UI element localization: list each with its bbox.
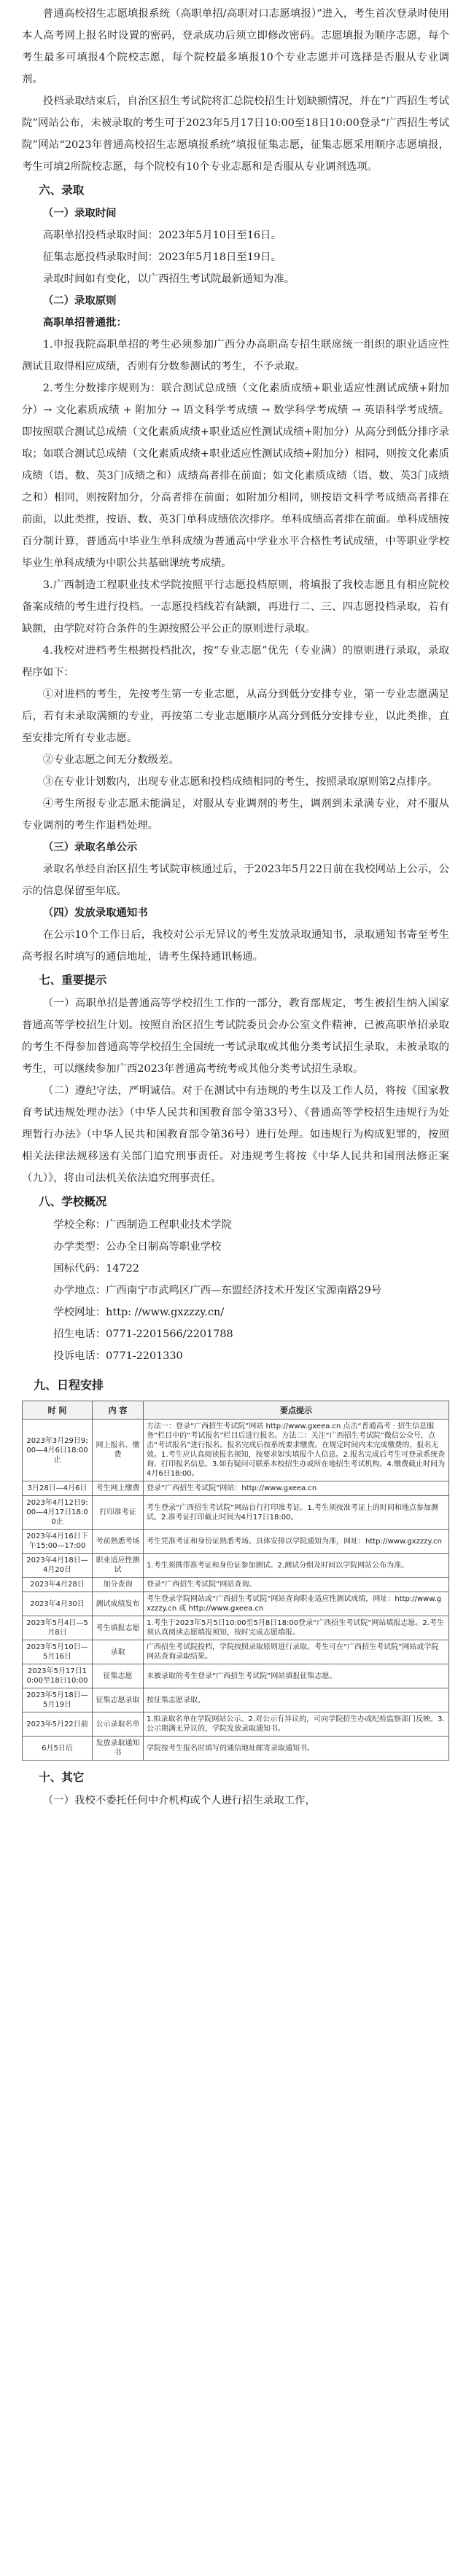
time-cell: 2023年5月4日—5月8日 xyxy=(23,1616,93,1640)
table-row xyxy=(23,1640,449,1664)
paragraph: （一）我校不委托任何中介机构或个人进行招生录取工作， xyxy=(42,1795,316,1806)
paragraph: 普通高校招生志愿填报系统（高职单招/高职对口志愿填报）”进入，考生首次登录时使用本人高考网上报名时设置的密码，登录成功后须立即修改密码。志愿填报为顺序志愿，每个考生最多可填报4个院校志愿，每个院校最多填报10个专业志愿并可选择是否服从专业调剂。 xyxy=(22,8,449,85)
paragraph: ④考生所报专业志愿未能满足，对服从专业调剂的考生，调剂到未录满专业，对不服从专业调剂的考生作退档处理。 xyxy=(22,798,449,831)
content-cell: 考生填报志愿 xyxy=(93,1616,144,1640)
note-cell: 考生登录“广西招生考试院”网站自行打印准考证。1.考生须按准考证上的时间和地点参加测试。2.准考证打印截止时间为4月17日18:00。 xyxy=(144,1496,449,1530)
content-cell: 网上报名、缴费 xyxy=(93,1420,144,1481)
other-section xyxy=(22,1765,449,1812)
table-row xyxy=(23,1712,449,1737)
school-info-line: 学校全称：广西制造工程职业技术学院 xyxy=(53,1219,232,1231)
content-cell: 加分查询 xyxy=(93,1578,144,1592)
content-cell: 测试成绩发布 xyxy=(93,1592,144,1616)
table-row xyxy=(23,1664,449,1688)
paragraph: 4.我校对进档考生根据投档批次，按“专业志愿”优先（专业满）的原则进行录取，录取程序如下： xyxy=(22,645,449,678)
admission-section xyxy=(22,178,449,968)
paragraph: 录取时间如有变化，以广西招生考试院最新通知为准。 xyxy=(42,273,295,285)
note-cell: 登录“广西招生考试院”网站查询。 xyxy=(144,1578,449,1592)
section-heading: 七、重要提示 xyxy=(39,974,107,987)
content-cell: 征集志愿录取 xyxy=(93,1688,144,1712)
time-cell: 2023年5月10日—5月16日 xyxy=(23,1640,93,1664)
time-cell: 2023年4月18日—4月20日 xyxy=(23,1554,93,1578)
school-info-line: 办学地点：广西南宁市武鸣区广西—东盟经济技术开发区宝源南路29号 xyxy=(53,1285,382,1296)
note-cell: 按征集志愿录取。 xyxy=(144,1688,449,1712)
note-cell: 登录“广西招生考试院”网站：http://www.gxeea.cn xyxy=(144,1481,449,1496)
note-cell: 未被录取的考生登录“广西招生考试院”网站填报征集志愿。 xyxy=(144,1664,449,1688)
content-cell: 考生网上缴费 xyxy=(93,1481,144,1496)
content-cell: 打印准考证 xyxy=(93,1496,144,1530)
paragraph: （二）遵纪守法，严明诚信。对于在测试中有违规的考生以及工作人员，将按《国家教育考试违规处理办法》（中华人民共和国教育部令第33号）、《普通高等学校招生违规行为处理暂行办法》（中华人民共和国教育部令第36号）进行处理。如违规行为构成犯罪的，按照相关法律法规移送有关部门追究刑事责任。对违规考生将按《中华人民共和国刑法修正案（九）》，将由司法机关依法追究刑事责任。 xyxy=(22,1085,449,1184)
note-cell: 考生登录学院网站或“广西招生考试院”网站查询职业适应性测试成绩，网址：http://www.gxzzzy.cn 或 http://www.gxeea.cn xyxy=(144,1592,449,1616)
school-info-line: 办学类型：公办全日制高等职业学校 xyxy=(53,1241,222,1253)
school-info-line: 国标代码：14722 xyxy=(53,1263,139,1275)
time-cell: 2023年4月16日下午15:00—17:00 xyxy=(23,1530,93,1554)
time-cell: 3月28日—4月6日 xyxy=(23,1481,93,1496)
paragraph: 高职单招投档录取时间：2023年5月10日至16日。 xyxy=(42,230,281,241)
time-cell: 2023年3月29日9:00—4月6日18:00止 xyxy=(23,1420,93,1481)
time-cell: 2023年4月30日 xyxy=(23,1592,93,1616)
table-row xyxy=(23,1530,449,1554)
note-cell: 广西招生考试院投档，学院按照录取原则进行录取。考生可在“广西招生考试院”网站或学院网站查询录取结果。 xyxy=(144,1640,449,1664)
paragraph: ①对进档的考生，先按考生第一专业志愿，从高分到低分安排专业，第一专业志愿满足后，若有未录取满额的专业，再按第二专业志愿顺序从高分到低分安排专业，以此类推，直至安排完所有专业志愿。 xyxy=(22,689,449,744)
intro-section xyxy=(22,3,449,178)
table-row xyxy=(23,1496,449,1530)
paragraph: 1.申报我院高职单招的考生必须参加广西分办高职高专招生联席统一组织的职业适应性测试且取得相应成绩，否则有分数参测试的考生，不予录取。 xyxy=(22,339,449,372)
important-notes-section xyxy=(22,968,449,1189)
paragraph: ②专业志愿之间无分数级差。 xyxy=(42,754,179,766)
column-header: 要点提示 xyxy=(144,1401,449,1420)
time-cell: 2023年5月22日前 xyxy=(23,1712,93,1737)
table-row xyxy=(23,1481,449,1496)
note-cell: 1.考生于2023年5月5日10:00至5月8日18:00登录“广西招生考试院”网站填报志愿。2.考生须认真阅读志愿填报须知，按时完成志愿填报。 xyxy=(144,1616,449,1640)
table-row xyxy=(23,1616,449,1640)
table-row xyxy=(23,1688,449,1712)
subheading: （一）录取时间 xyxy=(42,207,117,219)
table-row xyxy=(23,1592,449,1616)
paragraph: 投档录取结束后，自治区招生考试院将汇总院校招生计划缺额情况，并在“广西招生考试院”网站公布，未被录取的考生可于2023年5月17日10:00至18日10:00登录“广西招生考试院”网站“2023年普通高校招生志愿填报系统”填报征集志愿，征集志愿采用顺序志愿填报，考生可填2所院校志愿，每个院校有10个专业志愿和是否服从专业调剂选项。 xyxy=(22,95,449,173)
note-cell: 1.考生须携带准考证和身份证参加测试。2.测试分组及时间以学院网站公布为准。 xyxy=(144,1554,449,1578)
time-cell: 2023年5月18日—5月19日 xyxy=(23,1688,93,1712)
section-heading: 八、学校概况 xyxy=(39,1195,107,1208)
subheading: （二）录取原则 xyxy=(42,294,117,307)
time-cell: 2023年5月17日10:00至18日10:00 xyxy=(23,1664,93,1688)
column-header: 时 间 xyxy=(23,1401,93,1420)
table-header-row xyxy=(23,1401,449,1420)
table-row xyxy=(23,1737,449,1761)
time-cell: 2023年4月12日9:00—4月17日18:00止 xyxy=(23,1496,93,1530)
content-cell: 职业适应性测试 xyxy=(93,1554,144,1578)
column-header: 内 容 xyxy=(93,1401,144,1420)
paragraph: 3.广西制造工程职业技术学院按照平行志愿投档原则，将填报了我校志愿且有相应院校备案成绩的考生进行投档。一志愿投档线若有缺额，再进行二、三、四志愿投档录取，若有缺额，由学院对符合条件的生源按照公平公正的原则进行录取。 xyxy=(22,579,449,635)
time-cell: 2023年4月28日 xyxy=(23,1578,93,1592)
table-row xyxy=(23,1578,449,1592)
paragraph: ③在专业计划数内，出现专业志愿和投档成绩相同的考生，按照录取原则第2点排序。 xyxy=(42,776,438,788)
time-cell: 6月5日后 xyxy=(23,1737,93,1761)
table-row xyxy=(23,1554,449,1578)
school-website-line: 学校网址：http: //www.gxzzzy.cn/ xyxy=(53,1307,225,1318)
paragraph: 录取名单经自治区招生考试院审核通过后，于2023年5月22日前在我校网站上公示，公示的信息保留至年底。 xyxy=(22,864,449,897)
schedule-table xyxy=(22,1401,449,1761)
note-cell: 1.拟录取名单在学院网站公示。2.对公示有异议的，可向学院招生办或纪检监察部门反映。3.公示期满无异议的，学院发放录取通知书。 xyxy=(144,1712,449,1737)
section-heading: 十、其它 xyxy=(39,1771,85,1784)
section-heading: 六、录取 xyxy=(39,184,85,197)
table-row xyxy=(23,1420,449,1481)
paragraph: 征集志愿投档录取时间：2023年5月18日至19日。 xyxy=(42,251,281,263)
school-overview-section xyxy=(22,1189,449,1367)
section-heading: 九、日程安排 xyxy=(34,1378,104,1392)
note-cell: 考生凭准考证和身份证熟悉考场。具体安排以学院通知为准，网址：http://www.gxzzzy.cn xyxy=(144,1530,449,1554)
schedule-section xyxy=(22,1374,449,1761)
paragraph: 在公示10个工作日后，我校对公示无异议的考生发放录取通知书，录取通知书寄至考生高考报名时填写的通信地址，请考生保持通讯畅通。 xyxy=(22,929,449,963)
paragraph: （一）高职单招是普通高等学校招生工作的一部分，教育部规定，考生被招生纳入国家普通高等学校招生计划。按照自治区招生考试院委员会办公室文件精神，已被高职单招录取的考生不得参加普通高等学校招生全国统一考试录取或其他分类考试招生录取，未被录取的考生，可以继续参加广西2023年普通高考统考或其他分类考试招生录取。 xyxy=(22,998,449,1075)
note-cell: 学院按考生报名时填写的通信地址邮寄录取通知书。 xyxy=(144,1737,449,1761)
content-cell: 考前熟悉考场 xyxy=(93,1530,144,1554)
content-cell: 征集志愿 xyxy=(93,1664,144,1688)
subheading: （四）发放录取通知书 xyxy=(42,907,148,919)
content-cell: 录取 xyxy=(93,1640,144,1664)
subheading: （三）录取名单公示 xyxy=(42,841,138,853)
content-cell: 发放录取通知书 xyxy=(93,1737,144,1761)
note-cell: 方法一：登录“广西招生考试院”网站 http://www.gxeea.cn 点击“普通高考 · 招生信息服务”栏目中的“考试报名”栏目后进行报名。方法二：关注“广西招生考试院”微信公众号，点击“考试报名”进行报名。报名完成后按系统要求缴费。在规定时间内未完成缴费的，报名无效。1.考生应认真阅读报名须知，按要求如实填报个人信息。2.报名完成后考生可登录系统查询、打印报名信息。3.如有疑问可联系本校招生办或所在地招生考试机构。4.缴费截止时间为4月6日18:00。 xyxy=(144,1420,449,1481)
paragraph: 2.考生分数排序规则为：联合测试总成绩（文化素质成绩+职业适应性测试成绩+附加分）→ 文化素质成绩 + 附加分 → 语文科学考成绩 → 数学科学考成绩 → 英语科学考成绩。即按照联合测试总成绩（文化素质成绩+职业适应性测试成绩+附加分）从高分到低分排序录取；如联合测试总成绩（文化素质成绩+职业适应性测试成绩+附加分）相同，则按文化素质成绩（语、数、英3门成绩之和）成绩高者排在前面；如文化素质成绩（语、数、英3门成绩之和）相同，则按附加分，分高者排在前面；如附加分相同，则按语文科学考成绩高者排在前面，以此类推，按语、数、英3门单科成绩依次排序。单科成绩高者排在前面。单科成绩按百分制计算，普通高中毕业生单科成绩为普通高中学业水平合格性考试成绩，中等职业学校毕业生单科成绩为中职公共基础课统考成绩。 xyxy=(22,383,449,569)
content-cell: 公示录取名单 xyxy=(93,1712,144,1737)
school-complaint-line: 投诉电话：0771-2201330 xyxy=(53,1350,183,1362)
subheading: 高职单招普通批： xyxy=(42,316,127,329)
school-phone-line: 招生电话：0771-2201566/2201788 xyxy=(53,1328,233,1340)
